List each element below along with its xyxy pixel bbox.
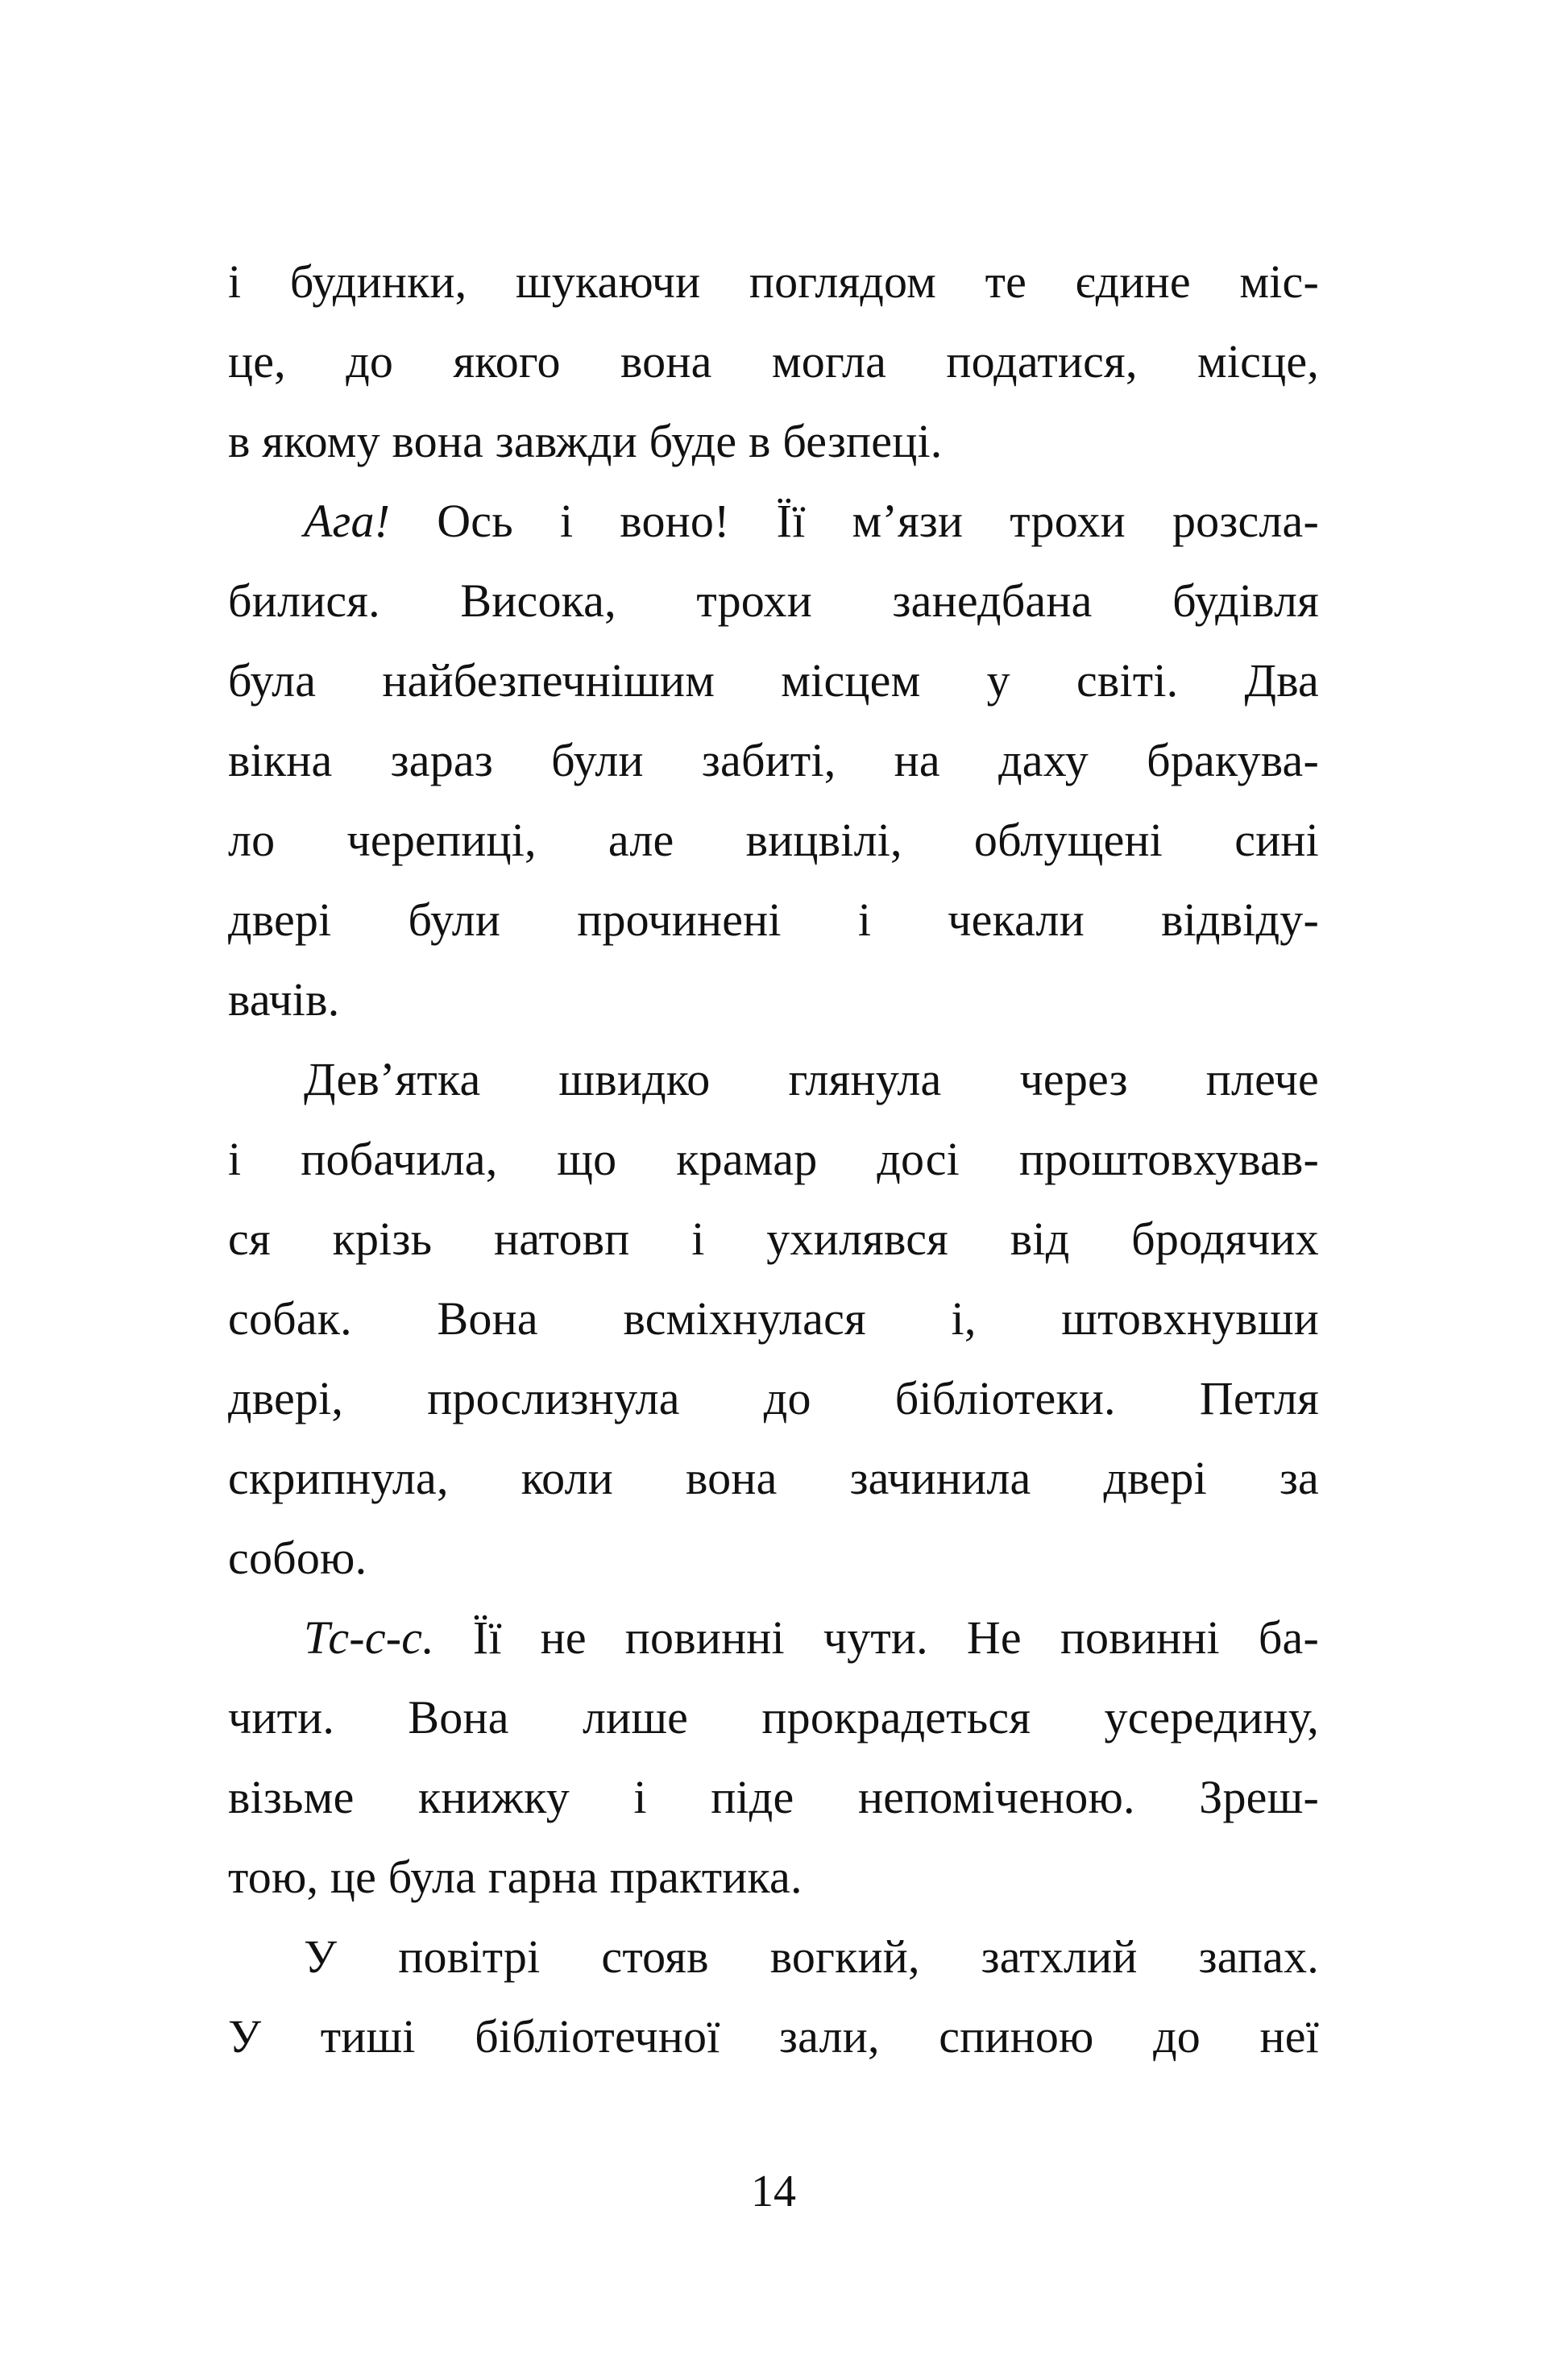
text-line-paragraph-start [228, 481, 1319, 561]
text-line: ло черепиці, але вицвілі, облущені сині [228, 814, 1319, 866]
text-line: собак. Вона всміхнулася і, штовхнувши [228, 1292, 1319, 1345]
italic-shush: Тс-с-с. [304, 1611, 434, 1664]
text-line: це, до якого вона могла податися, місце, [228, 335, 1319, 388]
italic-exclamation: Ага! [304, 495, 391, 547]
text-line: в якому вона завжди буде в безпеці. [228, 415, 943, 467]
body-text [228, 242, 1319, 2076]
text-line: візьме книжку і піде непоміченою. Зреш- [228, 1771, 1319, 1823]
text-line: була найбезпечнішим місцем у світі. Два [228, 654, 1319, 707]
page-number: 14 [751, 2166, 796, 2216]
line-text: Її не повинні чути. Не повинні ба- [433, 1611, 1319, 1664]
text-line: У тиші бібліотечної зали, спиною до неї [228, 2010, 1319, 2063]
text-line-paragraph-start: У повітрі стояв вогкий, затхлий запах. [304, 1930, 1319, 1983]
text-line: билися. Висока, трохи занедбана будівля [228, 574, 1319, 627]
text-line-paragraph-start: Дев’ятка швидко глянула через плече [304, 1053, 1319, 1105]
text-line: і будинки, шукаючи поглядом те єдине міс- [228, 255, 1319, 308]
text-line: вікна зараз були забиті, на даху бракува- [228, 734, 1319, 786]
text-line: двері були прочинені і чекали відвіду- [228, 894, 1319, 946]
text-line: ся крізь натовп і ухилявся від бродячих [228, 1213, 1319, 1265]
text-line: тою, це була гарна практика. [228, 1851, 803, 1903]
text-line: собою. [228, 1532, 367, 1584]
text-line: чити. Вона лише прокрадеться усередину, [228, 1691, 1319, 1744]
line-text: Ось і воно! Її м’язи трохи розсла- [390, 495, 1319, 547]
text-line: скрипнула, коли вона зачинила двері за [228, 1452, 1319, 1504]
text-line-paragraph-start [228, 1598, 1319, 1677]
text-line: вачів. [228, 973, 340, 1026]
text-line: і побачила, що крамар досі проштовхував- [228, 1133, 1319, 1185]
text-line: двері, прослизнула до бібліотеки. Петля [228, 1372, 1319, 1424]
